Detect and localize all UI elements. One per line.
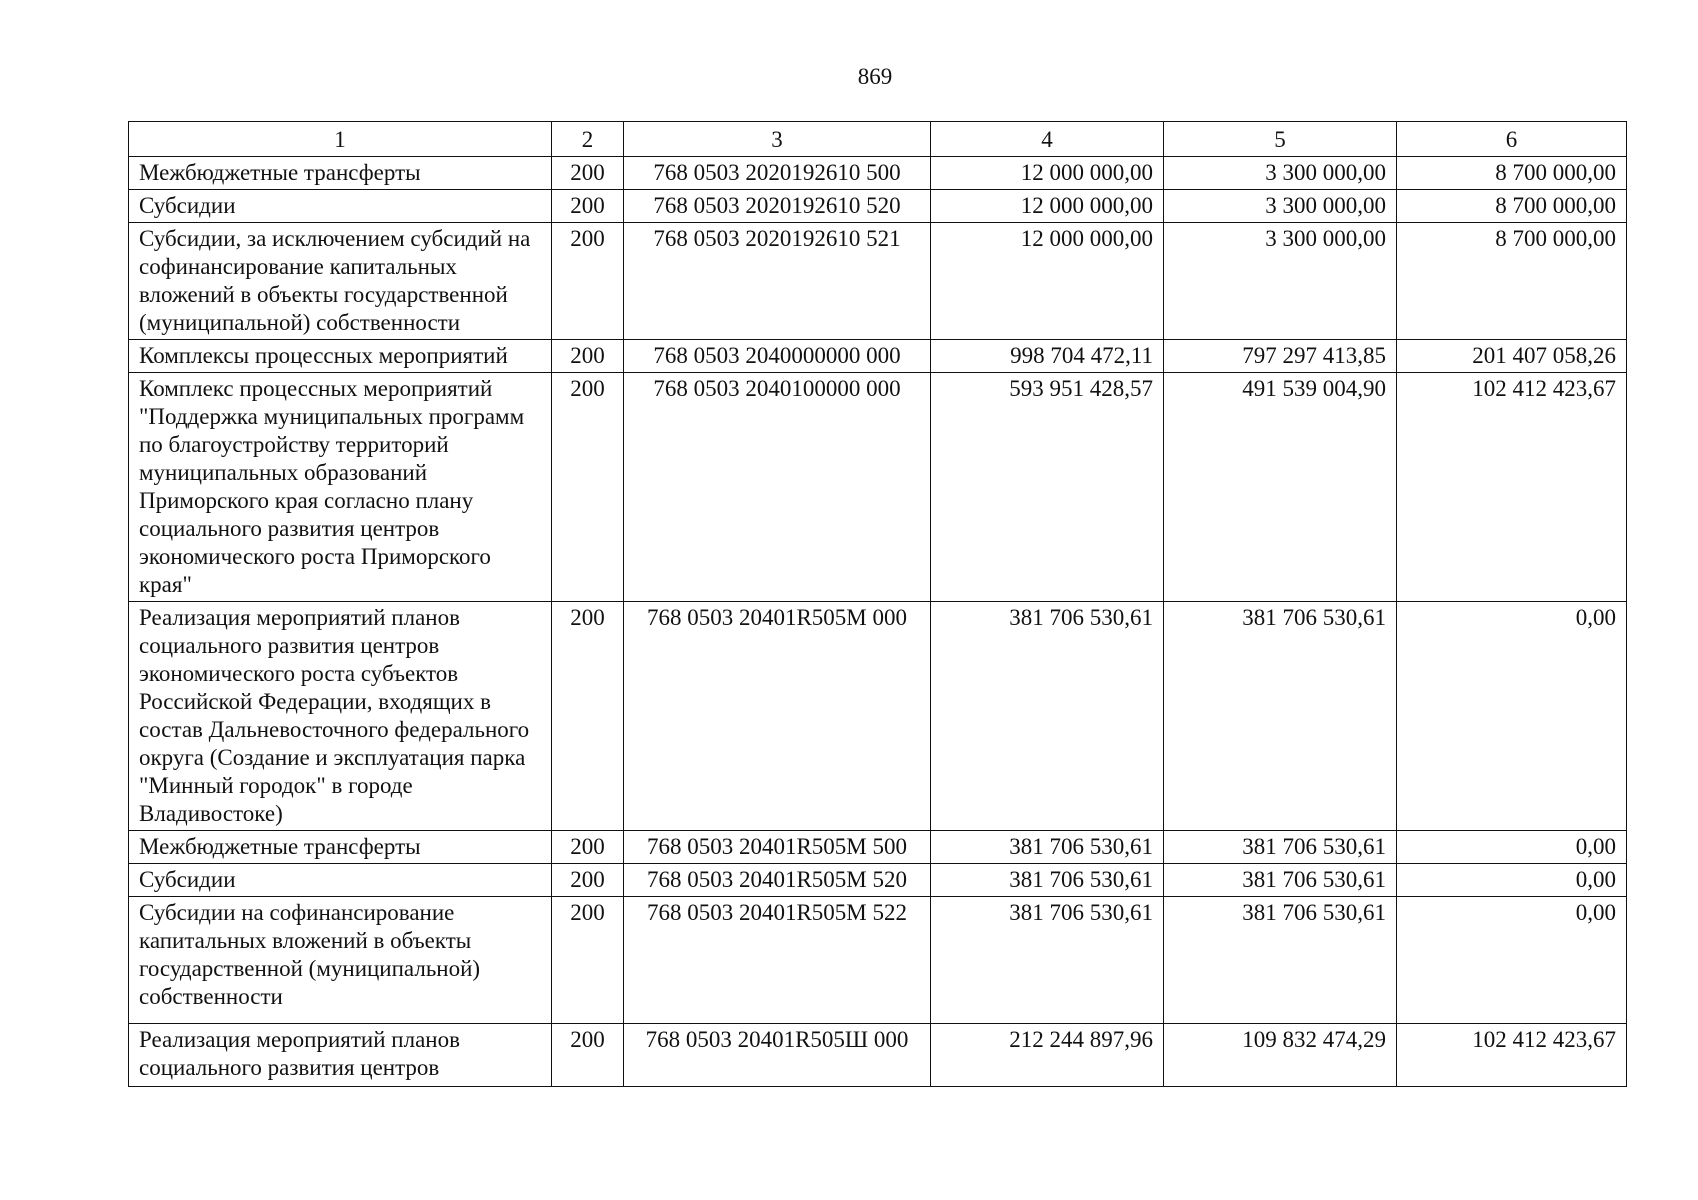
row-name: Субсидии: [129, 864, 552, 897]
row-amount-6: 8 700 000,00: [1397, 223, 1627, 340]
table-row: [129, 1024, 1627, 1087]
row-amount-5: 109 832 474,29: [1164, 1024, 1397, 1087]
row-amount-5: 381 706 530,61: [1164, 864, 1397, 897]
row-amount-5: 381 706 530,61: [1164, 831, 1397, 864]
row-amount-6: 8 700 000,00: [1397, 157, 1627, 190]
row-code: 768 0503 20401R505M 000: [624, 602, 931, 831]
row-grbs: 200: [552, 831, 624, 864]
table-row: [129, 340, 1627, 373]
row-amount-4: 593 951 428,57: [931, 373, 1164, 602]
row-code: 768 0503 20401R505M 522: [624, 897, 931, 1024]
row-amount-6: 0,00: [1397, 831, 1627, 864]
row-grbs: 200: [552, 373, 624, 602]
row-grbs: 200: [552, 1024, 624, 1087]
table-row: [129, 157, 1627, 190]
row-grbs: 200: [552, 864, 624, 897]
row-code: 768 0503 20401R505M 520: [624, 864, 931, 897]
table-row: [129, 373, 1627, 602]
row-amount-4: 381 706 530,61: [931, 864, 1164, 897]
row-amount-6: 102 412 423,67: [1397, 373, 1627, 602]
row-amount-6: 0,00: [1397, 864, 1627, 897]
row-grbs: 200: [552, 157, 624, 190]
row-amount-4: 12 000 000,00: [931, 223, 1164, 340]
row-amount-4: 12 000 000,00: [931, 190, 1164, 223]
column-header-1: 1: [129, 122, 552, 157]
column-header-4: 4: [931, 122, 1164, 157]
row-amount-4: 381 706 530,61: [931, 602, 1164, 831]
row-code: 768 0503 2040100000 000: [624, 373, 931, 602]
row-amount-6: 8 700 000,00: [1397, 190, 1627, 223]
header-row: [129, 122, 1627, 157]
row-code: 768 0503 2020192610 520: [624, 190, 931, 223]
column-header-5: 5: [1164, 122, 1397, 157]
row-code: 768 0503 2020192610 521: [624, 223, 931, 340]
row-amount-4: 381 706 530,61: [931, 897, 1164, 1024]
table-row: [129, 223, 1627, 340]
row-name: Субсидии: [129, 190, 552, 223]
row-grbs: 200: [552, 190, 624, 223]
row-code: 768 0503 20401R505Ш 000: [624, 1024, 931, 1087]
row-amount-6: 102 412 423,67: [1397, 1024, 1627, 1087]
budget-table: [128, 121, 1627, 1087]
row-amount-4: 381 706 530,61: [931, 831, 1164, 864]
row-code: 768 0503 2040000000 000: [624, 340, 931, 373]
row-amount-6: 0,00: [1397, 602, 1627, 831]
row-grbs: 200: [552, 223, 624, 340]
row-amount-5: 3 300 000,00: [1164, 223, 1397, 340]
row-amount-5: 797 297 413,85: [1164, 340, 1397, 373]
row-grbs: 200: [552, 897, 624, 1024]
row-name: Реализация мероприятий планов социального развития центров экономического роста субъектов Российской Федерации, входящих в состав Дальневосточного федерального округа (Создание и эксплуатация парка "Минный городок" в городе Владивостоке): [129, 602, 552, 831]
table-row: [129, 190, 1627, 223]
row-amount-5: 3 300 000,00: [1164, 157, 1397, 190]
row-code: 768 0503 20401R505M 500: [624, 831, 931, 864]
row-name: Субсидии, за исключением субсидий на софинансирование капитальных вложений в объекты государственной (муниципальной) собственности: [129, 223, 552, 340]
table-row: [129, 831, 1627, 864]
row-amount-6: 201 407 058,26: [1397, 340, 1627, 373]
row-amount-4: 998 704 472,11: [931, 340, 1164, 373]
table-row: [129, 897, 1627, 1024]
row-amount-4: 212 244 897,96: [931, 1024, 1164, 1087]
row-name: Реализация мероприятий планов социального развития центров: [129, 1024, 552, 1087]
row-amount-6: 0,00: [1397, 897, 1627, 1024]
row-name: Межбюджетные трансферты: [129, 831, 552, 864]
row-name: Межбюджетные трансферты: [129, 157, 552, 190]
column-header-2: 2: [552, 122, 624, 157]
column-header-6: 6: [1397, 122, 1627, 157]
row-name: Комплекс процессных мероприятий "Поддержка муниципальных программ по благоустройству территорий муниципальных образований Приморского края согласно плану социального развития центров экономического роста Приморского края": [129, 373, 552, 602]
row-amount-5: 491 539 004,90: [1164, 373, 1397, 602]
row-amount-4: 12 000 000,00: [931, 157, 1164, 190]
column-header-3: 3: [624, 122, 931, 157]
table-row: [129, 602, 1627, 831]
row-amount-5: 381 706 530,61: [1164, 897, 1397, 1024]
row-amount-5: 3 300 000,00: [1164, 190, 1397, 223]
row-name: Субсидии на софинансирование капитальных вложений в объекты государственной (муниципальной) собственности: [129, 897, 552, 1024]
row-name: Комплексы процессных мероприятий: [129, 340, 552, 373]
table-row: [129, 864, 1627, 897]
row-code: 768 0503 2020192610 500: [624, 157, 931, 190]
page-number: 869: [857, 64, 893, 89]
row-amount-5: 381 706 530,61: [1164, 602, 1397, 831]
row-grbs: 200: [552, 602, 624, 831]
row-grbs: 200: [552, 340, 624, 373]
